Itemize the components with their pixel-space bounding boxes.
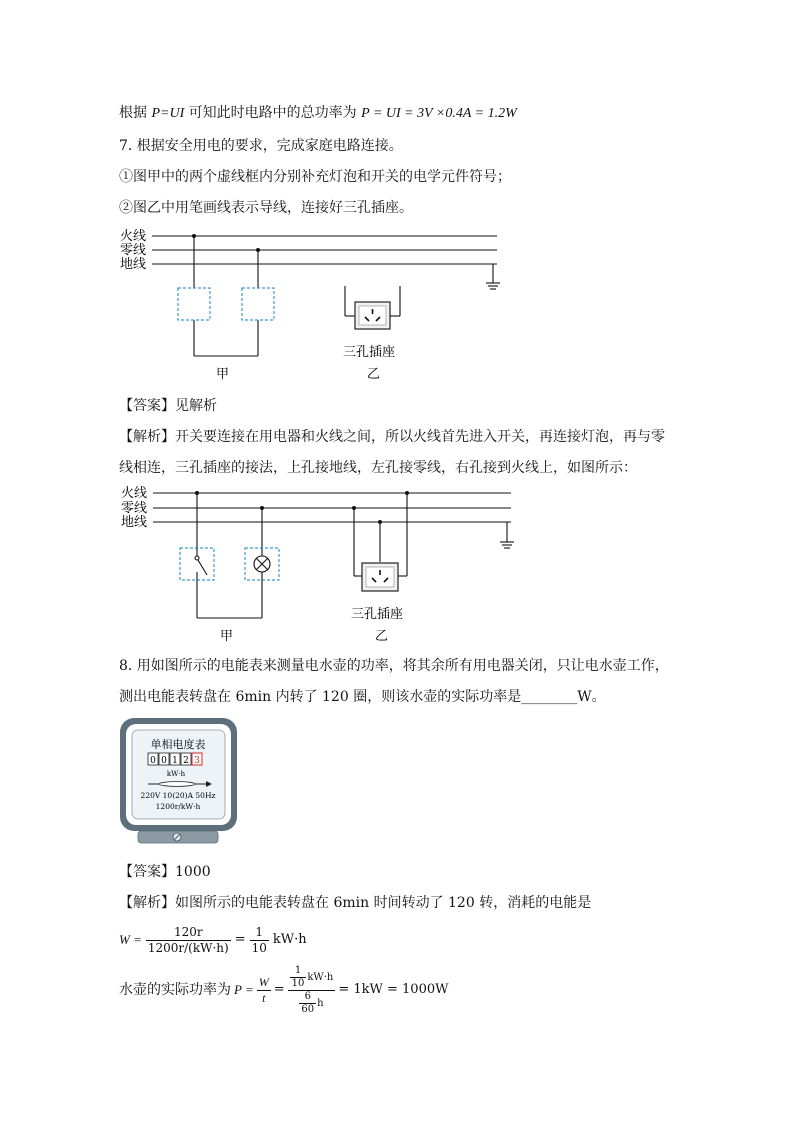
eq-w-fraction-result — [250, 925, 269, 956]
label-live: 火线 — [121, 486, 148, 501]
q7-title: 7. 根据安全用电的要求，完成家庭电路连接。 — [119, 138, 403, 154]
socket-label: 三孔插座 — [343, 345, 396, 360]
eq-p-prefix: 水壶的实际功率为 — [119, 982, 231, 998]
q8-line1: 8. 用如图所示的电能表来测量电水壶的功率，将其余所有用电器关闭，只让电水壶工作， — [119, 658, 669, 674]
eq-p-num-one: 1 — [294, 964, 302, 976]
label-neutral: 零线 — [120, 243, 147, 258]
eq-p-lhs: P = — [234, 982, 254, 997]
figure-label-b: 乙 — [375, 629, 389, 644]
eq-w-lhs: W = — [119, 932, 142, 947]
formula-power: P = UI = 3V ×0.4A = 1.2W — [361, 106, 517, 121]
meter-digit: 1 — [172, 756, 178, 766]
meter-screw-icon — [173, 833, 181, 841]
q7-analysis-line2: 线相连，三孔插座的接法，上孔接地线，左孔接零线，右孔接到火线上，如图所示： — [119, 460, 637, 476]
q7-analysis-line1: 【解析】开关要连接在用电器和火线之间，所以火线首先进入开关，再连接灯泡，再与零 — [119, 429, 665, 445]
eq-p-denominator — [288, 990, 336, 1016]
label-neutral: 零线 — [121, 501, 148, 516]
eq-w-unit: kW·h — [272, 932, 307, 947]
figure-label-b: 乙 — [367, 367, 381, 382]
eq-p-num-frac — [290, 965, 307, 990]
eq-p-result: = 1kW = 1000W — [338, 982, 449, 997]
q8-line2: 测出电能表转盘在 6min 内转了 120 圈，则该水壶的实际功率是________W。 — [119, 689, 606, 705]
eq-p-t: t — [257, 990, 271, 1006]
label-ground: 地线 — [120, 257, 147, 272]
eq-p-num-ten: 10 — [291, 977, 305, 989]
meter-digit: 0 — [161, 756, 167, 766]
eq-p-den-frac — [299, 991, 316, 1016]
eq-p-den-unit: h — [317, 997, 324, 1009]
eq-w-ten: 10 — [251, 940, 267, 955]
equation-energy — [119, 920, 307, 960]
socket-label: 三孔插座 — [351, 607, 404, 622]
meter-digit-counter — [148, 753, 202, 766]
eq-w-one: 1 — [255, 924, 264, 939]
eq-p-equals: = — [273, 982, 285, 997]
text-mid: 可知此时电路中的总功率为 — [184, 105, 362, 121]
eq-p-num-unit: kW·h — [307, 971, 334, 983]
label-ground: 地线 — [121, 515, 148, 530]
meter-digit: 0 — [150, 756, 156, 766]
eq-w-denominator: 1200r/(kW·h) — [147, 940, 229, 955]
formula-pui: P=UI — [151, 106, 185, 121]
meter-digit-red: 3 — [194, 756, 200, 766]
q7-item1: ①图甲中的两个虚线框内分别补充灯泡和开关的电学元件符号； — [119, 169, 511, 185]
meter-spec-rate: 1200r/kW·h — [155, 802, 201, 811]
eq-p-w: W — [258, 974, 269, 989]
meter-spec-voltage: 220V 10(20)A 50Hz — [140, 791, 216, 800]
eq-p-den-six: 6 — [304, 990, 311, 1002]
q8-analysis: 【解析】如图所示的电能表转盘在 6min 时间转动了 120 转，消耗的电能是 — [119, 895, 592, 911]
eq-p-w-over-t — [257, 975, 271, 1006]
label-live: 火线 — [120, 229, 147, 244]
meter-digit: 2 — [183, 756, 189, 766]
meter-unit: kW·h — [166, 770, 186, 778]
eq-w-fraction — [146, 925, 231, 956]
eq-w-numerator: 120r — [173, 924, 203, 939]
eq-w-equals: = — [234, 932, 246, 947]
figure-label-a: 甲 — [216, 367, 230, 382]
q7-answer: 【答案】见解析 — [119, 398, 217, 414]
eq-p-complex-fraction — [288, 965, 336, 1016]
figure-label-a: 甲 — [220, 629, 234, 644]
equation-power — [119, 960, 448, 1020]
meter-title: 单相电度表 — [150, 738, 206, 751]
eq-p-numerator — [288, 965, 336, 990]
q8-answer: 【答案】1000 — [119, 864, 211, 880]
text-prefix: 根据 — [119, 105, 152, 121]
eq-p-den-sixty: 60 — [301, 1003, 315, 1015]
q7-item2: ②图乙中用笔画线表示导线，连接好三孔插座。 — [119, 200, 413, 216]
